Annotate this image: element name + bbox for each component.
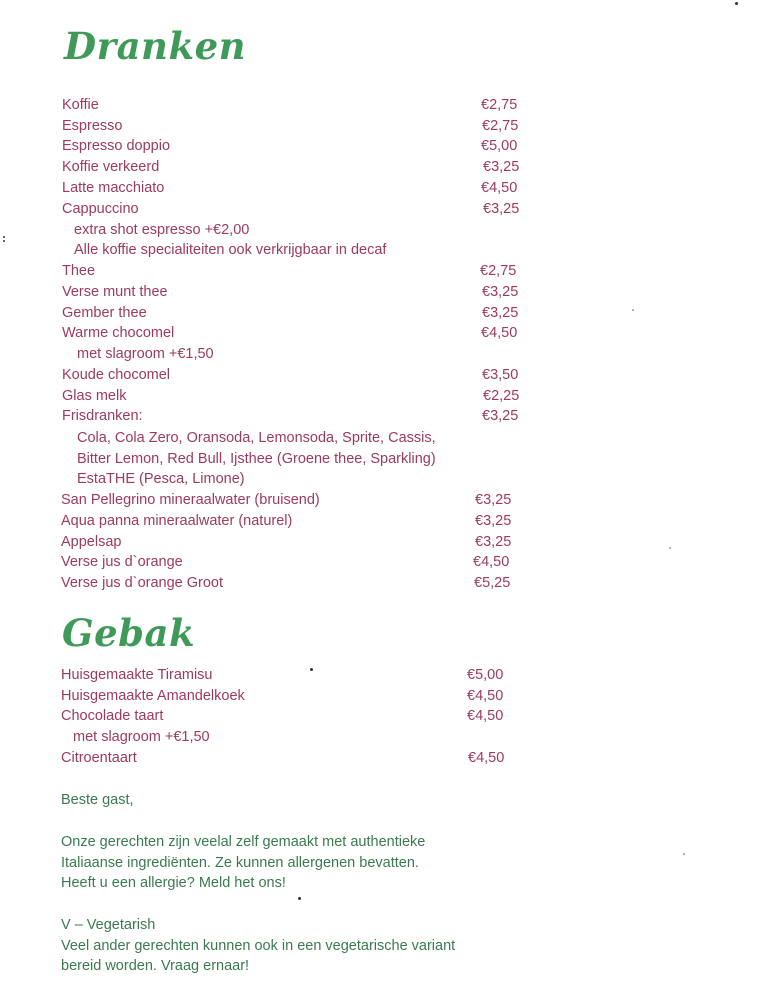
item-price: €2,75 xyxy=(480,263,517,279)
item-note: Cola, Cola Zero, Oransoda, Lemonsoda, Sprite, Cassis, xyxy=(77,430,436,446)
item-name: Koffie verkeerd xyxy=(62,159,160,175)
item-price: €4,50 xyxy=(481,180,518,196)
menu-item xyxy=(61,532,521,553)
item-name: Latte macchiato xyxy=(62,180,165,196)
item-note: Alle koffie specialiteiten ook verkrijgbaar in decaf xyxy=(74,242,387,258)
menu-item xyxy=(62,261,522,282)
veg-line: Veel ander gerechten kunnen ook in een vegetarische variant xyxy=(61,938,456,954)
menu-item xyxy=(62,282,522,303)
item-price: €3,25 xyxy=(483,159,520,175)
item-name: Aqua panna mineraalwater (naturel) xyxy=(61,513,293,529)
item-price: €3,25 xyxy=(475,513,512,529)
item-name: Espresso xyxy=(62,118,123,134)
item-name: Koffie xyxy=(62,97,99,113)
item-price: €2,75 xyxy=(481,97,518,113)
item-name: Koude chocomel xyxy=(62,367,171,383)
item-price: €5,00 xyxy=(481,138,518,154)
menu-item xyxy=(62,323,522,344)
menu-item xyxy=(62,178,522,199)
item-name: Cappuccino xyxy=(62,201,139,217)
item-name: Huisgemaakte Amandelkoek xyxy=(61,688,245,704)
item-name: Chocolade taart xyxy=(61,708,164,724)
item-price: €4,50 xyxy=(467,688,504,704)
item-price: €2,25 xyxy=(483,388,520,404)
veg-title: V – Vegetarish xyxy=(61,917,156,933)
item-name: Verse jus d`orange Groot xyxy=(61,575,224,591)
item-note: met slagroom +€1,50 xyxy=(77,346,214,362)
item-name: Huisgemaakte Tiramisu xyxy=(61,667,213,683)
item-name: Glas melk xyxy=(62,388,127,404)
menu-item xyxy=(62,95,522,116)
item-price: €5,25 xyxy=(474,575,511,591)
menu-item xyxy=(61,748,521,769)
menu-item xyxy=(62,199,522,220)
scan-speck xyxy=(669,547,671,549)
item-price: €3,25 xyxy=(482,305,519,321)
item-note: Bitter Lemon, Red Bull, Ijsthee (Groene thee, Sparkling) xyxy=(77,451,436,467)
item-price: €4,50 xyxy=(473,554,510,570)
menu-item xyxy=(61,706,521,727)
veg-line: bereid worden. Vraag ernaar! xyxy=(61,958,250,974)
item-name: Verse jus d`orange xyxy=(61,554,183,570)
item-name: Gember thee xyxy=(62,305,147,321)
notice-line: Italiaanse ingrediënten. Ze kunnen allergenen bevatten. xyxy=(61,855,419,871)
section-title-gebak: Gebak xyxy=(62,611,196,655)
item-price: €4,50 xyxy=(481,325,518,341)
scan-speck xyxy=(298,897,301,900)
item-note: met slagroom +€1,50 xyxy=(73,729,210,745)
item-price: €3,25 xyxy=(475,492,512,508)
item-name: Warme chocomel xyxy=(62,325,175,341)
item-price: €5,00 xyxy=(467,667,504,683)
menu-item xyxy=(62,365,522,386)
menu-item xyxy=(62,303,522,324)
menu-item xyxy=(61,686,521,707)
item-name: Frisdranken: xyxy=(62,408,143,424)
notice-greeting: Beste gast, xyxy=(61,792,134,808)
menu-item xyxy=(61,490,521,511)
menu-item xyxy=(61,573,521,594)
scan-speck xyxy=(310,668,313,671)
item-name: Thee xyxy=(62,263,96,279)
menu-item xyxy=(62,386,522,407)
item-name: Espresso doppio xyxy=(62,138,171,154)
item-note: extra shot espresso +€2,00 xyxy=(74,222,250,238)
item-price: €3,25 xyxy=(482,408,519,424)
item-name: Appelsap xyxy=(61,534,122,550)
item-name: San Pellegrino mineraalwater (bruisend) xyxy=(61,492,320,508)
item-price: €2,75 xyxy=(482,118,519,134)
item-name: Verse munt thee xyxy=(62,284,168,300)
item-note: EstaTHE (Pesca, Limone) xyxy=(77,471,245,487)
notice-line: Onze gerechten zijn veelal zelf gemaakt met authentieke xyxy=(61,834,426,850)
menu-item xyxy=(61,511,521,532)
item-price: €3,50 xyxy=(482,367,519,383)
scan-speck xyxy=(632,309,634,311)
scan-speck xyxy=(3,236,5,238)
item-price: €3,25 xyxy=(483,201,520,217)
menu-item xyxy=(62,116,522,137)
item-price: €3,25 xyxy=(475,534,512,550)
notice-line: Heeft u een allergie? Meld het ons! xyxy=(61,875,286,891)
menu-item xyxy=(62,406,522,427)
scan-speck xyxy=(683,853,685,855)
item-price: €4,50 xyxy=(468,750,505,766)
menu-item xyxy=(62,157,522,178)
scan-speck xyxy=(3,240,5,242)
menu-item xyxy=(61,665,521,686)
item-price: €3,25 xyxy=(482,284,519,300)
menu-item xyxy=(62,136,522,157)
scan-speck xyxy=(735,2,738,5)
item-price: €4,50 xyxy=(467,708,504,724)
menu-item xyxy=(61,552,521,573)
item-name: Citroentaart xyxy=(61,750,137,766)
section-title-dranken: Dranken xyxy=(64,24,247,68)
